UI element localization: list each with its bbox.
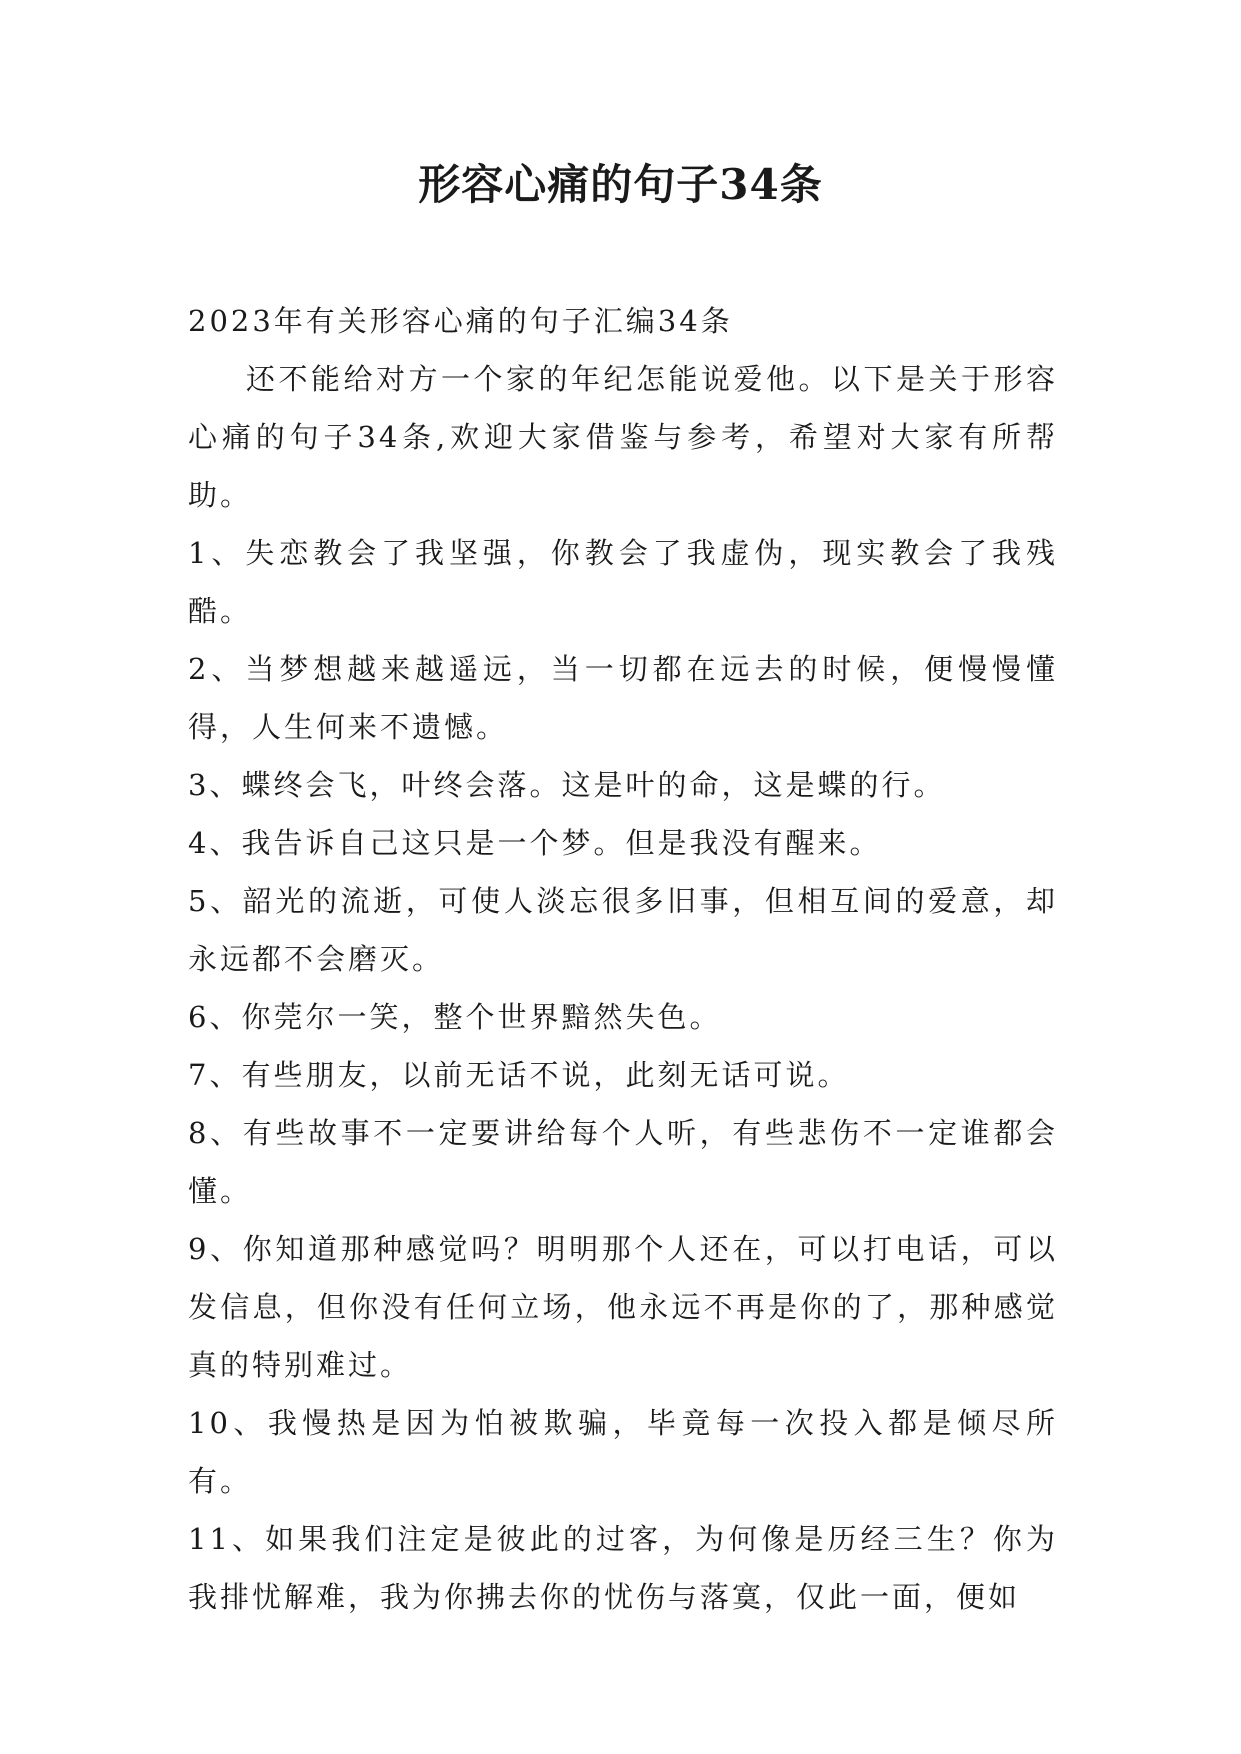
- list-item: 4、我告诉自己这只是一个梦。但是我没有醒来。: [188, 826, 882, 860]
- list-item: 7、有些朋友，以前无话不说，此刻无话可说。: [188, 1058, 850, 1092]
- list-item: 8、有些故事不一定要讲给每个人听，有些悲伤不一定谁都会懂。: [188, 1116, 1058, 1208]
- list-item: 3、蝶终会飞，叶终会落。这是叶的命，这是蝶的行。: [188, 768, 946, 802]
- document-title: 形容心痛的句子34条: [418, 160, 823, 209]
- list-item: 5、韶光的流逝，可使人淡忘很多旧事，但相互间的爱意，却永远都不会磨灭。: [188, 884, 1058, 976]
- list-item: 10、我慢热是因为怕被欺骗，毕竟每一次投入都是倾尽所有。: [188, 1406, 1058, 1498]
- intro-paragraph: 还不能给对方一个家的年纪怎能说爱他。以下是关于形容心痛的句子34条,欢迎大家借鉴与参考，希望对大家有所帮助。: [188, 362, 1058, 512]
- document-subtitle: 2023年有关形容心痛的句子汇编34条: [188, 304, 733, 338]
- list-item: 11、如果我们注定是彼此的过客，为何像是历经三生？你为我排忧解难，我为你拂去你的忧伤与落寞，仅此一面，便如: [188, 1522, 1058, 1614]
- list-item: 1、失恋教会了我坚强，你教会了我虚伪，现实教会了我残酷。: [188, 536, 1058, 628]
- list-item: 9、你知道那种感觉吗？明明那个人还在，可以打电话，可以发信息，但你没有任何立场，他永远不再是你的了，那种感觉真的特别难过。: [188, 1232, 1058, 1382]
- list-item: 6、你莞尔一笑，整个世界黯然失色。: [188, 1000, 722, 1034]
- list-item: 2、当梦想越来越遥远，当一切都在远去的时候，便慢慢懂得，人生何来不遗憾。: [188, 652, 1058, 744]
- document-body: [188, 292, 1058, 1626]
